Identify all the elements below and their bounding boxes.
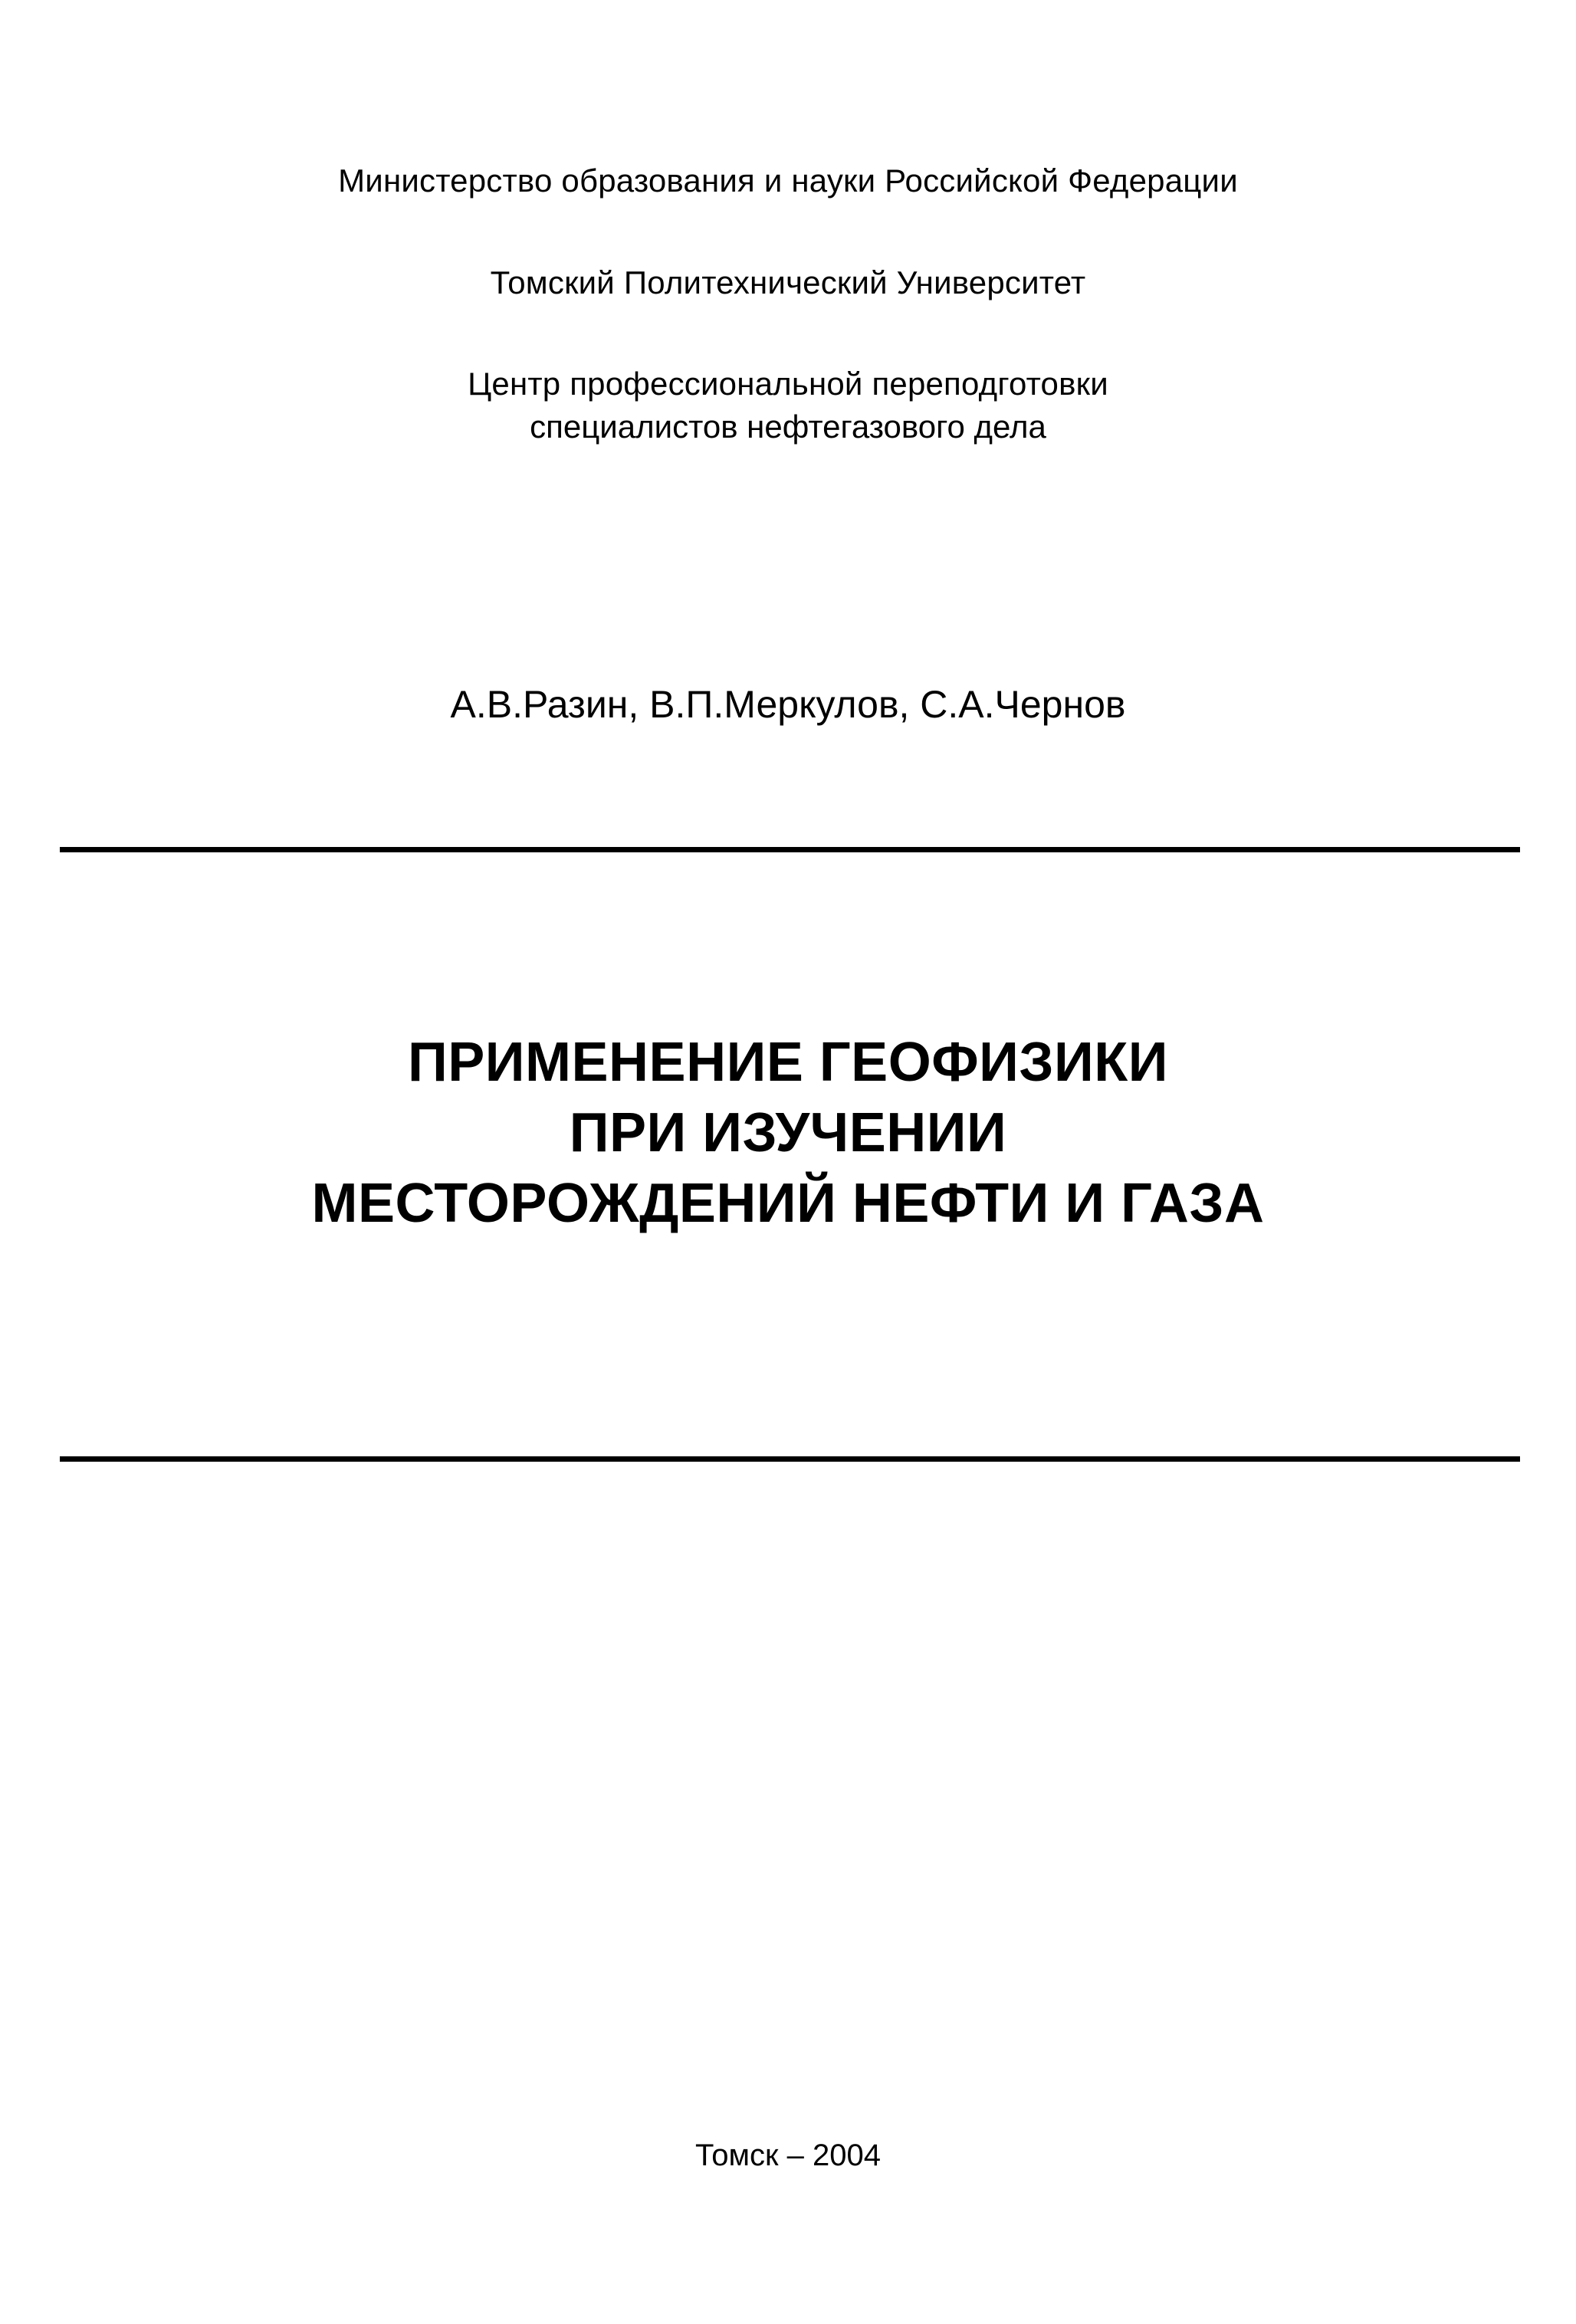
title-line-3: МЕСТОРОЖДЕНИЙ НЕФТИ И ГАЗА — [311, 1173, 1265, 1235]
publication-place-year: Томск – 2004 — [694, 2139, 881, 2172]
title-line-2: ПРИ ИЗУЧЕНИИ — [569, 1102, 1007, 1164]
center-line-2: специалистов нефтегазового дела — [530, 408, 1046, 445]
authors-line: А.В.Разин, В.П.Меркулов, С.А.Чернов — [450, 683, 1126, 726]
divider-top — [60, 847, 1520, 852]
center-line-1: Центр профессиональной переподготовки — [468, 366, 1108, 402]
ministry-line: Министерство образования и науки Российской Федерации — [338, 162, 1238, 199]
university-line: Томский Политехнический Университет — [490, 264, 1086, 300]
title-line-1: ПРИМЕНЕНИЕ ГЕОФИЗИКИ — [408, 1032, 1168, 1093]
divider-bottom — [60, 1456, 1520, 1462]
institution-block — [136, 161, 1440, 448]
page-title — [67, 1027, 1509, 1239]
